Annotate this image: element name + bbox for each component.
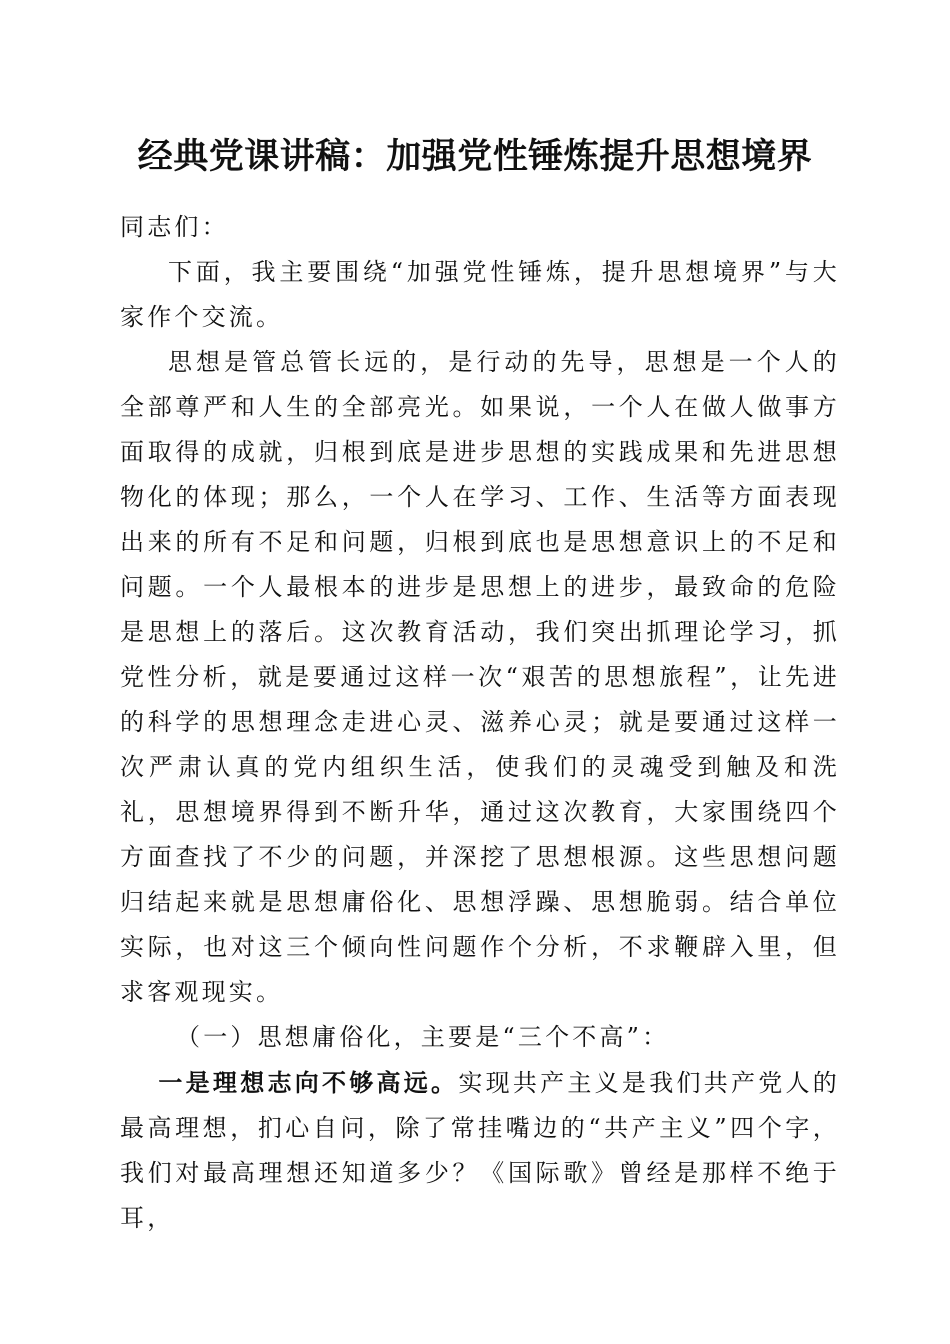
point-one-paragraph — [120, 1060, 840, 1241]
point-one-lead: 一是理想志向不够高远。 — [158, 1068, 459, 1097]
point-one-text: 实现共产主义是我们共产党人的最高理想，扪心自问，除了常挂嘴边的“共产主义”四个字，我们对最高理想还知道多少？《国际歌》曾经是那样不绝于耳， — [120, 1069, 840, 1232]
document-body — [120, 205, 840, 1241]
document-title: 经典党课讲稿：加强党性锤炼提升思想境界 — [137, 136, 813, 177]
intro-paragraph: 下面，我主要围绕“加强党性锤炼，提升思想境界”与大家作个交流。 — [120, 258, 840, 331]
salutation: 同志们： — [120, 213, 229, 241]
section-heading: （一）思想庸俗化，主要是“三个不高”： — [176, 1023, 670, 1051]
main-paragraph: 思想是管总管长远的，是行动的先导，思想是一个人的全部尊严和人生的全部亮光。如果说，一个人在做人做事方面取得的成就，归根到底是进步思想的实践成果和先进思想物化的体现；那么，一个人在学习、工作、生活等方面表现出来的所有不足和问题，归根到底也是思想意识上的不足和问题。一个人最根本的进步是思想上的进步，最致命的危险是思想上的落后。这次教育活动，我们突出抓理论学习，抓党性分析，就是要通过这样一次“艰苦的思想旅程”，让先进的科学的思想理念走进心灵、滋养心灵；就是要通过这样一次严肃认真的党内组织生活，使我们的灵魂受到触及和洗礼，思想境界得到不断升华，通过这次教育，大家围绕四个方面查找了不少的问题，并深挖了思想根源。这些思想问题归结起来就是思想庸俗化、思想浮躁、思想脆弱。结合单位实际，也对这三个倾向性问题作个分析，不求鞭辟入里，但求客观现实。 — [120, 348, 840, 1006]
